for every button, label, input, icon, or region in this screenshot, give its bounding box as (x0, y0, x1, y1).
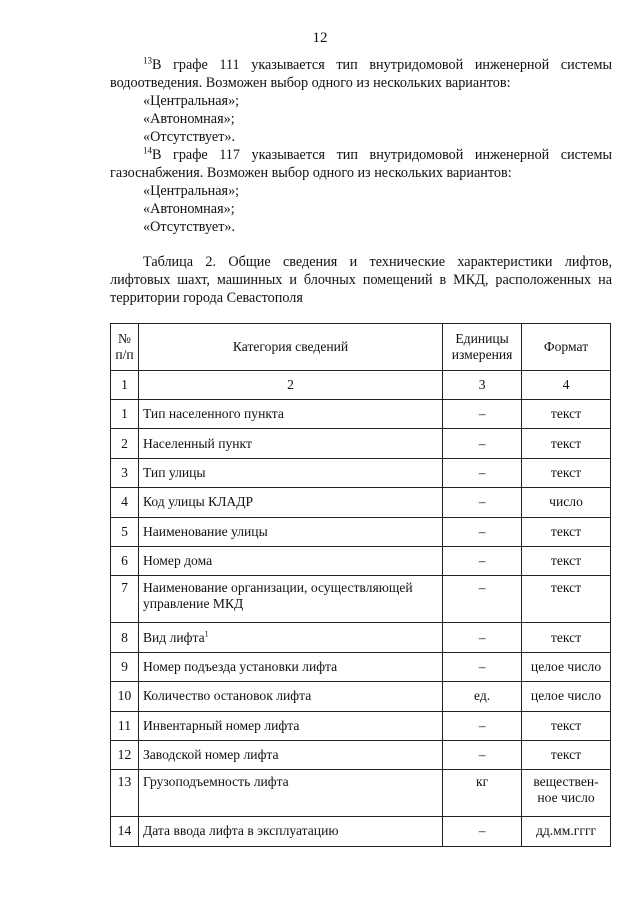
option-item: «Центральная»; (143, 183, 240, 199)
column-number: 3 (443, 371, 522, 400)
header-units: Единицы измерения (443, 324, 522, 371)
row-number: 2 (111, 429, 139, 458)
table-row (111, 817, 611, 846)
footnote-mark: 13 (143, 55, 152, 66)
option-item: «Отсутствует». (143, 219, 236, 235)
row-format: текст (522, 429, 611, 458)
column-number: 1 (111, 371, 139, 400)
row-unit: – (443, 429, 522, 458)
table-row (111, 576, 611, 623)
row-category (138, 488, 442, 517)
row-category (138, 400, 442, 429)
row-category (138, 546, 442, 575)
row-category (138, 458, 442, 487)
row-number: 8 (111, 623, 139, 652)
row-number: 9 (111, 652, 139, 681)
column-number-row (111, 371, 611, 400)
row-category (138, 740, 442, 769)
row-unit: – (443, 400, 522, 429)
page-number: 12 (312, 30, 328, 46)
table-row (111, 546, 611, 575)
table-row (111, 458, 611, 487)
row-unit: – (443, 740, 522, 769)
table-row (111, 429, 611, 458)
footnote-text: В графе 117 указывается тип внутридомовой инженерной системы газоснабжения. Возможен выбор одного из нескольких вариантов: (110, 147, 612, 181)
footnote-13 (110, 56, 612, 92)
row-category (138, 817, 442, 846)
row-number: 6 (111, 546, 139, 575)
row-number: 10 (111, 682, 139, 711)
row-category-text: Наименование улицы (142, 523, 268, 539)
header-num: № п/п (111, 324, 139, 371)
table-row (111, 740, 611, 769)
row-number: 7 (111, 576, 139, 623)
row-category-text: Населенный пункт (142, 435, 252, 451)
row-number: 12 (111, 740, 139, 769)
row-format: текст (522, 576, 611, 623)
row-number: 14 (111, 817, 139, 846)
row-category (138, 770, 442, 817)
row-category-text: Наименование организации, осуществляющей управление МКД (142, 580, 413, 612)
table-row (111, 488, 611, 517)
row-category-text: Дата ввода лифта в эксплуатацию (142, 823, 339, 839)
footnote-14 (110, 146, 612, 182)
row-format: веществен- ное число (522, 770, 611, 817)
row-category-text: Номер дома (142, 553, 213, 569)
table-row (111, 682, 611, 711)
row-unit: ед. (443, 682, 522, 711)
table-row (111, 770, 611, 817)
row-number: 4 (111, 488, 139, 517)
row-unit: – (443, 546, 522, 575)
option-item: «Автономная»; (143, 201, 235, 217)
option-item: «Отсутствует». (143, 129, 236, 145)
row-format: текст (522, 517, 611, 546)
row-format: число (522, 488, 611, 517)
row-unit: кг (443, 770, 522, 817)
footnote-mark: 1 (204, 629, 209, 638)
row-category-text: Заводской номер лифта (142, 747, 279, 763)
row-format: целое число (522, 652, 611, 681)
table-row (111, 517, 611, 546)
table-row (111, 400, 611, 429)
row-category-text: Инвентарный номер лифта (142, 717, 300, 733)
row-unit: – (443, 517, 522, 546)
table-row (111, 623, 611, 652)
row-unit: – (443, 458, 522, 487)
row-category (138, 576, 442, 623)
row-category (138, 429, 442, 458)
row-number: 5 (111, 517, 139, 546)
row-format: целое число (522, 682, 611, 711)
row-format: текст (522, 400, 611, 429)
row-unit: – (443, 576, 522, 623)
row-category-text: Грузоподъемность лифта (142, 774, 289, 790)
row-number: 1 (111, 400, 139, 429)
header-format: Формат (522, 324, 611, 371)
table-header-row (111, 324, 611, 371)
table-body (111, 400, 611, 847)
row-unit: – (443, 623, 522, 652)
row-format: текст (522, 711, 611, 740)
row-format: текст (522, 740, 611, 769)
row-format: дд.мм.гггг (522, 817, 611, 846)
header-category: Категория сведений (138, 324, 442, 371)
row-category (138, 517, 442, 546)
row-number: 11 (111, 711, 139, 740)
row-category-text: Код улицы КЛАДР (142, 494, 254, 510)
row-category-text: Номер подъезда установки лифта (142, 658, 338, 674)
row-number: 3 (111, 458, 139, 487)
row-unit: – (443, 711, 522, 740)
row-format: текст (522, 546, 611, 575)
footnote-mark: 14 (143, 145, 152, 156)
footnotes-block (110, 56, 612, 236)
option-item: «Автономная»; (143, 111, 235, 127)
row-category-text: Вид лифта (142, 629, 205, 645)
table-row (111, 652, 611, 681)
row-unit: – (443, 652, 522, 681)
footnote-text: В графе 111 указывается тип внутридомовой инженерной системы водоотведения. Возможен выбор одного из нескольких вариантов: (110, 57, 612, 91)
table-row (111, 711, 611, 740)
row-category (138, 652, 442, 681)
table-caption: Таблица 2. Общие сведения и технические характеристики лифтов, лифтовых шахт, машинных и блочных помещений в МКД, расположенных на территории города Севастополя (110, 254, 612, 306)
row-category-text: Тип населенного пункта (142, 406, 284, 422)
lift-specs-table (110, 323, 611, 847)
row-format: текст (522, 623, 611, 652)
row-category-text: Тип улицы (142, 464, 206, 480)
column-number: 4 (522, 371, 611, 400)
row-format: текст (522, 458, 611, 487)
row-category (138, 623, 442, 652)
row-unit: – (443, 817, 522, 846)
row-category (138, 682, 442, 711)
column-number: 2 (138, 371, 442, 400)
row-category (138, 711, 442, 740)
option-item: «Центральная»; (143, 93, 240, 109)
row-unit: – (443, 488, 522, 517)
row-number: 13 (111, 770, 139, 817)
row-category-text: Количество остановок лифта (142, 688, 312, 704)
